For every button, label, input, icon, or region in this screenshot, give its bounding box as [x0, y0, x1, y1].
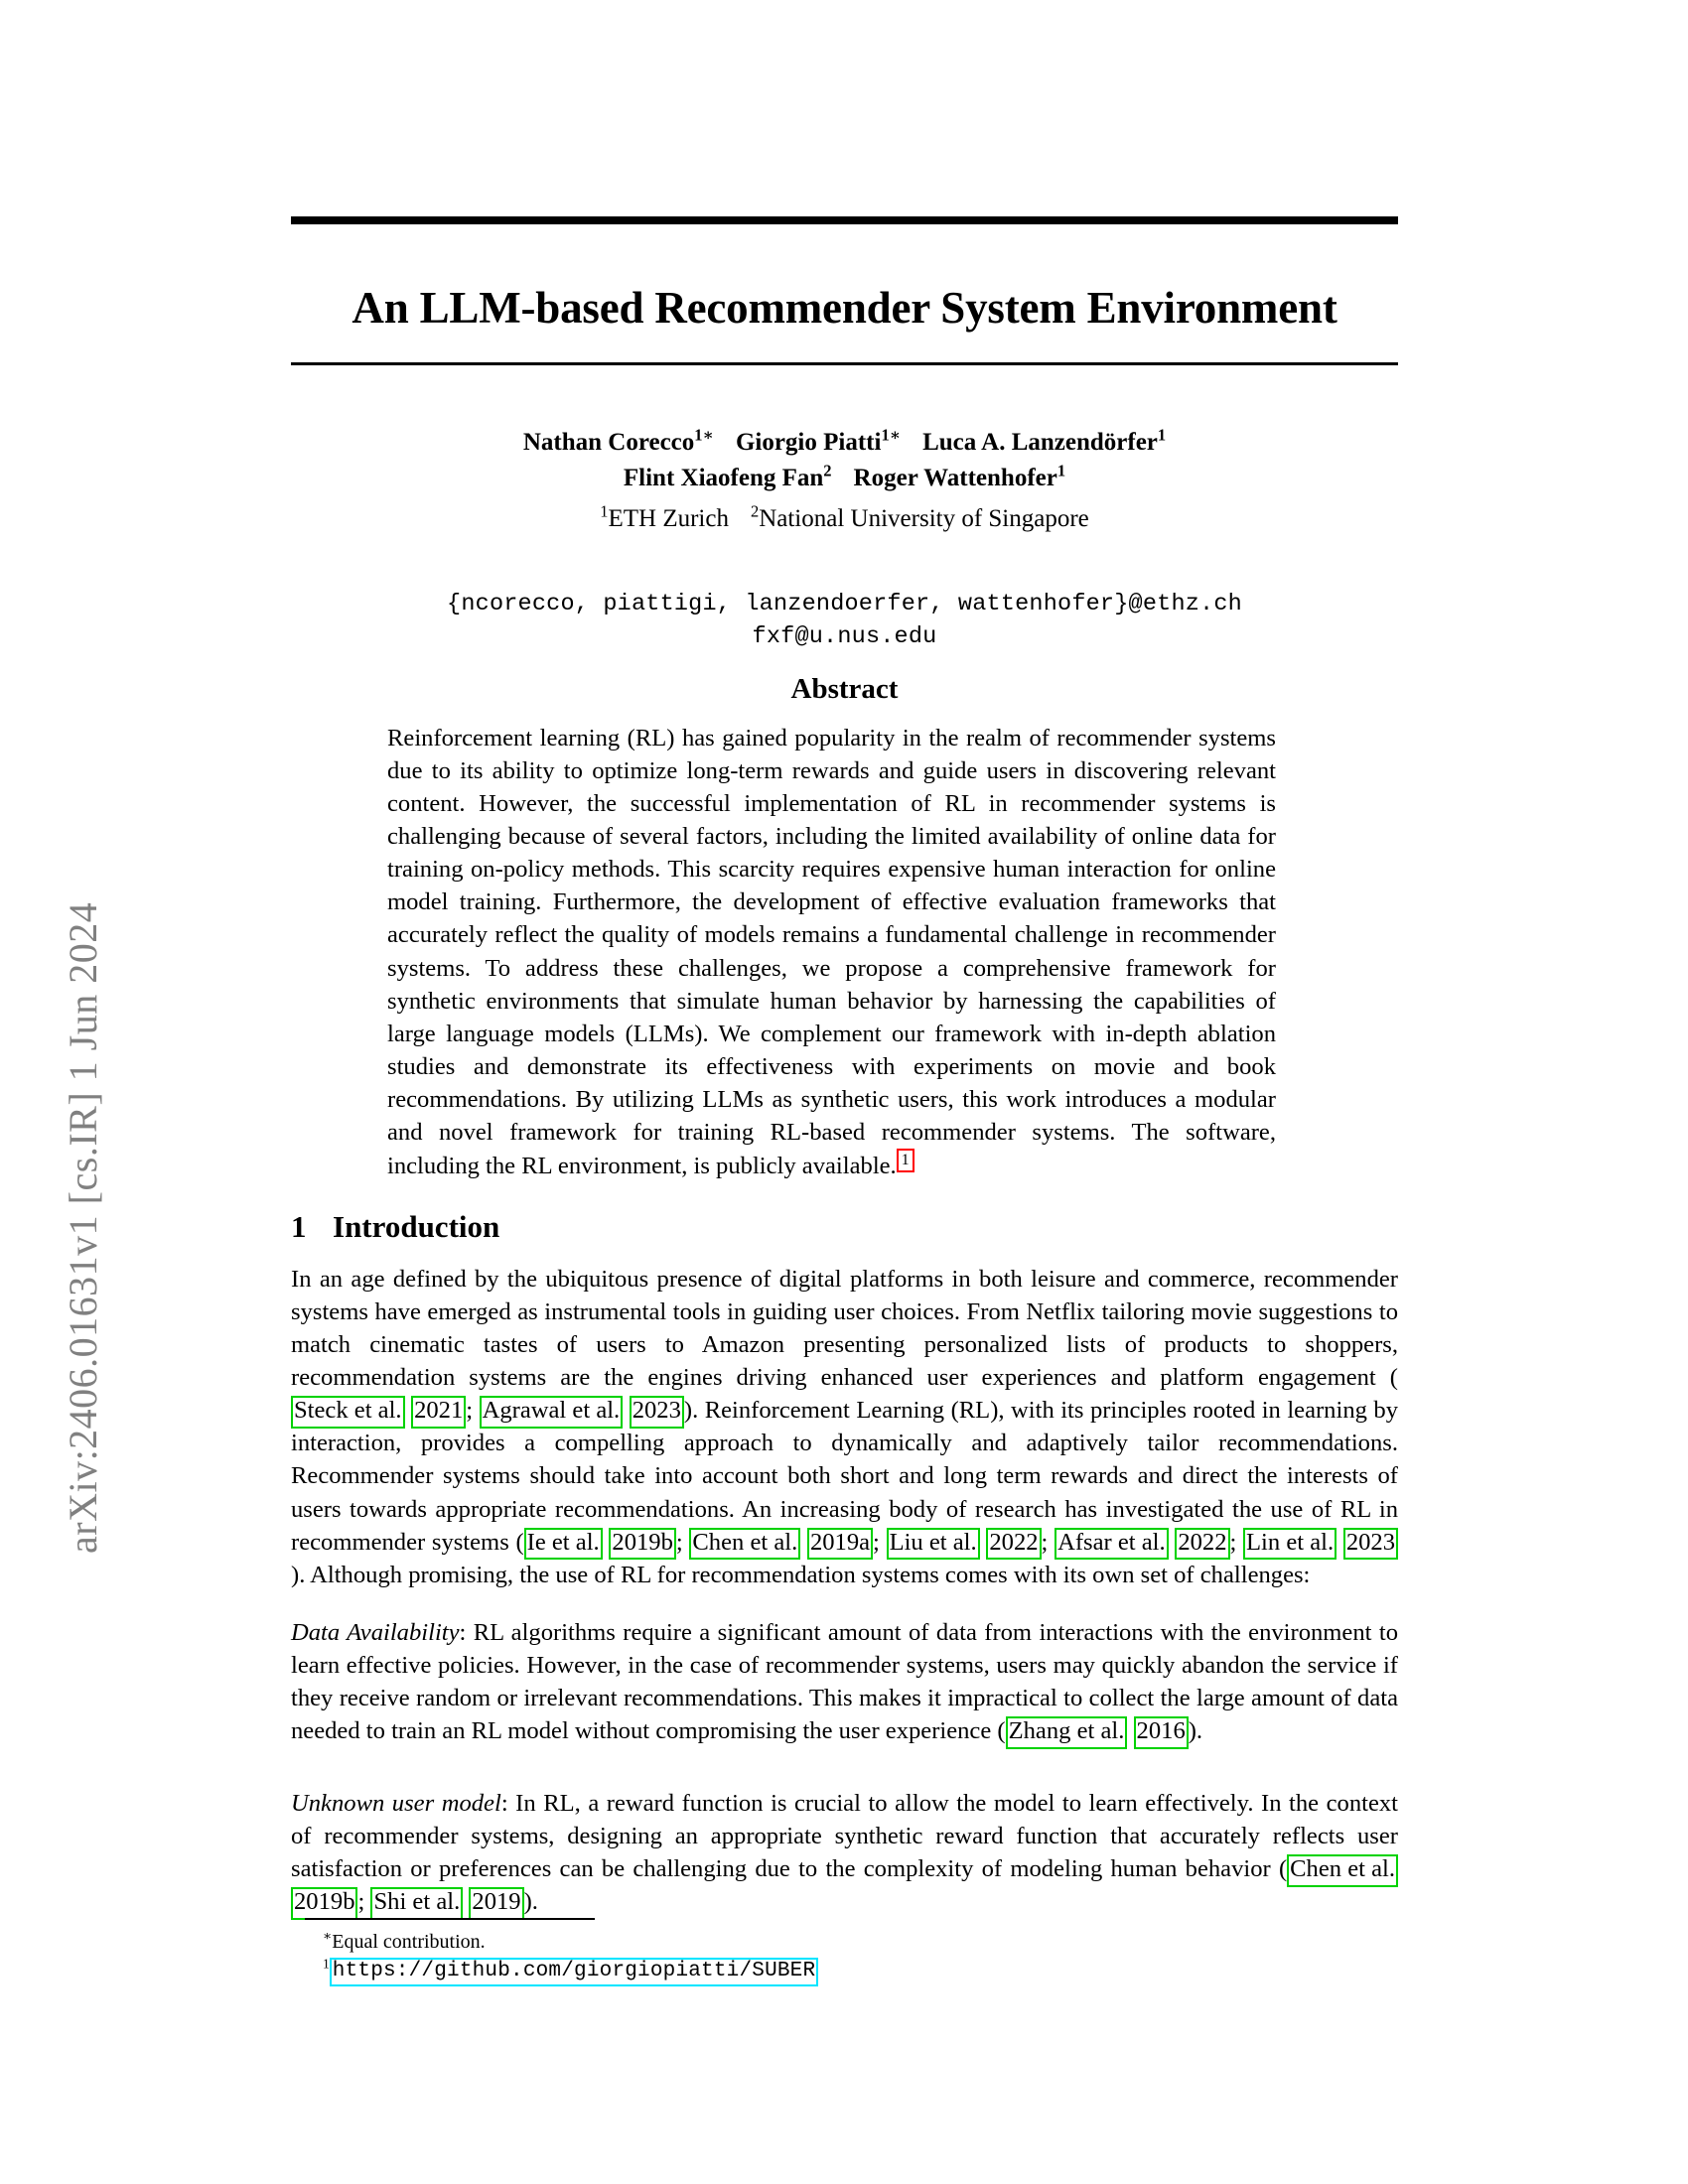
text-run: ). — [523, 1888, 538, 1916]
footnote-equal-contribution — [323, 1928, 1216, 1956]
citation-link-afsar-year[interactable]: 2022 — [1175, 1528, 1229, 1561]
footnote-mark-asterisk: ∗ — [323, 1928, 333, 1944]
footnote-link-box[interactable]: 1 — [897, 1149, 914, 1172]
affiliation-name: ETH Zurich — [608, 505, 729, 532]
text-space — [800, 1529, 807, 1556]
author-marks: 1 — [1157, 425, 1167, 445]
text-run: ). Reinforcement Learning (RL), with its principles rooted in learning by interaction, provides a compelling approach to dynamically and adaptively tailor recommendations. Recommender systems should take into account both short and long term rewards and direct the interests of users towards appropriate recommendations. An increasing body of research has investigated the use of RL in recommender systems ( — [291, 1397, 1398, 1556]
affiliation-line — [291, 501, 1398, 537]
author-name: Nathan Corecco — [522, 429, 695, 456]
title-top-rule — [291, 216, 1398, 224]
citation-link-chen2019b-author[interactable]: Chen et al. — [1287, 1854, 1398, 1887]
repository-url-link[interactable]: https://github.com/giorgiopiatti/SUBER — [330, 1958, 818, 1986]
citation-link-agrawal-author[interactable]: Agrawal et al. — [480, 1396, 624, 1429]
citation-link-liu-year[interactable]: 2022 — [986, 1528, 1041, 1561]
author-block — [291, 425, 1398, 537]
author-marks: 1∗ — [881, 425, 902, 445]
citation-link-shi-year[interactable]: 2019 — [469, 1887, 523, 1920]
page-title: An LLM-based Recommender System Environment — [352, 283, 1337, 334]
author-line-1 — [291, 425, 1398, 461]
footnote-reference[interactable] — [897, 1152, 914, 1168]
text-run: In an age defined by the ubiquitous presence of digital platforms in both leisure and commerce, recommender systems have emerged as instrumental tools in guiding user choices. From Netflix tailoring movie suggestions to match cinematic tastes of users to Amazon presenting personalized lists of products to shoppers, recommendation systems are the engines driving enhanced user experiences and platform engagement ( — [291, 1266, 1398, 1392]
citation-link-steck-author[interactable]: Steck et al. — [291, 1396, 405, 1429]
author-marks: 1∗ — [694, 425, 714, 445]
citation-link-shi-author[interactable]: Shi et al. — [370, 1887, 463, 1920]
section-number: 1 — [291, 1209, 307, 1244]
section-title: Introduction — [333, 1209, 500, 1244]
paragraph-data-availability — [291, 1616, 1398, 1747]
text-run: ; — [1229, 1528, 1244, 1556]
text-run: ; — [1041, 1528, 1055, 1556]
affiliation-mark: 2 — [750, 501, 760, 521]
text-run: ; — [873, 1528, 887, 1556]
footnote-text: Equal contribution. — [332, 1931, 486, 1953]
citation-link-zhang-author[interactable]: Zhang et al. — [1006, 1716, 1128, 1749]
citation-link-ie-author[interactable]: Ie et al. — [524, 1528, 603, 1561]
author-marks: 2 — [823, 461, 832, 480]
email-line-secondary: fxf@u.nus.edu — [752, 623, 937, 651]
citation-link-chen-author[interactable]: Chen et al. — [689, 1528, 800, 1561]
text-run: ). — [1188, 1717, 1203, 1745]
author-name: Giorgio Piatti — [735, 429, 882, 456]
text-space — [980, 1529, 987, 1556]
citation-link-liu-author[interactable]: Liu et al. — [887, 1528, 980, 1561]
section-heading-introduction — [291, 1209, 499, 1245]
affiliation-mark: 1 — [600, 501, 609, 521]
author-line-2 — [291, 461, 1398, 496]
abstract-body — [387, 722, 1276, 1182]
abstract-heading: Abstract — [790, 673, 899, 705]
abstract-text: Reinforcement learning (RL) has gained popularity in the realm of recommender systems due to its ability to optimize long-term rewards and guide users in discovering relevant content. However, the successful implementation of RL in recommender systems is challenging because of several factors, including the limited availability of online data for training on-policy methods. This scarcity requires expensive human interaction for online model training. Furthermore, the development of effective evaluation frameworks that accurately reflect the quality of models remains a fundamental challenge in recommender systems. To address these challenges, we propose a comprehensive framework for synthetic environments that simulate human behavior by harnessing the capabilities of large language models (LLMs). We complement our framework with in-depth ablation studies and demonstrate its effectiveness with experiments on movie and book recommendations. By utilizing LLMs as synthetic users, this work introduces a modular and novel framework for training RL-based recommender systems. The software, including the RL environment, is publicly available. — [387, 725, 1276, 1180]
arxiv-stamp: arXiv:2406.01631v1 [cs.IR] 1 Jun 2024 — [61, 901, 105, 1554]
affiliation-name: National University of Singapore — [759, 505, 1089, 532]
text-run: ; — [466, 1397, 480, 1425]
text-space — [603, 1529, 610, 1556]
paragraph-lead-in: Data Availability — [291, 1619, 460, 1646]
footnote-repository-url — [323, 1956, 1216, 1983]
footnote-block — [323, 1928, 1216, 1984]
text-run: ). Although promising, the use of RL for recommendation systems comes with its own set of challenges: — [291, 1561, 1311, 1588]
text-run: : In RL, a reward function is crucial to allow the model to learn effectively. In the context of recommender systems, designing an appropriate synthetic reward function that accurately reflects user satisfaction or preferences can be challenging due to the complexity of modeling human behavior ( — [291, 1790, 1398, 1883]
email-line-institutional: {ncorecco, piattigi, lanzendoerfer, wattenhofer}@ethz.ch — [447, 591, 1242, 617]
text-run: : RL algorithms require a significant amount of data from interactions with the environment to learn effective policies. However, in the case of recommender systems, users may quickly abandon the service if they receive random or irrelevant recommendations. This makes it impractical to collect the large amount of data needed to train an RL model without compromising the user experience ( — [291, 1619, 1398, 1745]
citation-link-zhang-year[interactable]: 2016 — [1134, 1716, 1189, 1749]
citation-link-agrawal-year[interactable]: 2023 — [630, 1396, 684, 1429]
text-space — [1336, 1529, 1343, 1556]
citation-link-ie-year[interactable]: 2019b — [609, 1528, 675, 1561]
citation-link-chen-year[interactable]: 2019a — [807, 1528, 873, 1561]
citation-link-lin-year[interactable]: 2023 — [1343, 1528, 1398, 1561]
text-run: ; — [357, 1888, 371, 1916]
title-bottom-rule — [291, 362, 1398, 365]
citation-link-afsar-author[interactable]: Afsar et al. — [1055, 1528, 1169, 1561]
text-run: ; — [675, 1528, 690, 1556]
paragraph-unknown-user-model — [291, 1787, 1398, 1918]
author-name: Flint Xiaofeng Fan — [623, 465, 824, 491]
text-space — [1169, 1529, 1176, 1556]
footnote-separator-rule — [305, 1918, 595, 1920]
footnote-mark-one: 1 — [323, 1956, 330, 1972]
paper-page — [291, 0, 1398, 2184]
citation-link-chen2019b-year[interactable]: 2019b — [291, 1887, 357, 1920]
author-marks: 1 — [1056, 461, 1066, 480]
citation-link-lin-author[interactable]: Lin et al. — [1243, 1528, 1336, 1561]
paragraph-lead-in: Unknown user model — [291, 1790, 501, 1817]
paragraph-introduction — [291, 1263, 1398, 1591]
email-block — [291, 588, 1398, 654]
citation-link-steck-year[interactable]: 2021 — [411, 1396, 466, 1429]
author-name: Roger Wattenhofer — [853, 465, 1057, 491]
author-name: Luca A. Lanzendörfer — [922, 429, 1158, 456]
